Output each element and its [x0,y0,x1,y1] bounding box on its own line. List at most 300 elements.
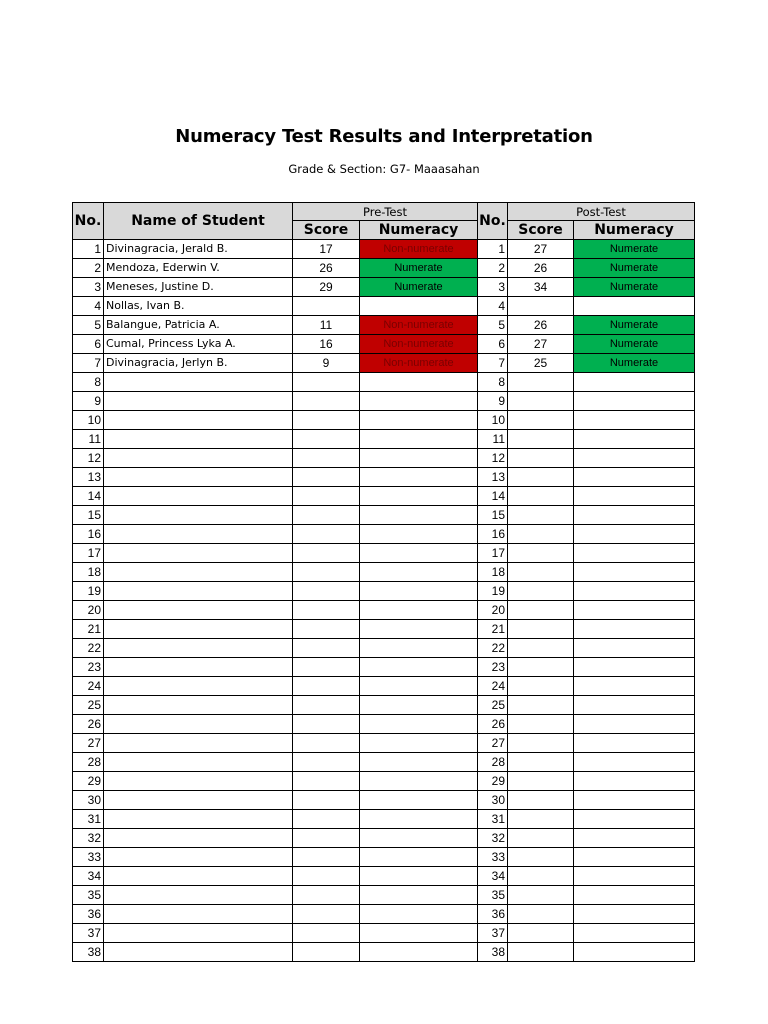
pre-score-cell[interactable] [293,753,360,772]
row-number[interactable]: 35 [73,886,104,905]
row-number[interactable]: 11 [73,430,104,449]
pre-numeracy-cell[interactable] [360,677,478,696]
post-score-cell[interactable] [508,392,574,411]
pre-numeracy-cell[interactable] [360,810,478,829]
row-number[interactable]: 13 [73,468,104,487]
pre-score-cell[interactable] [293,297,360,316]
student-name-cell[interactable] [104,582,293,601]
post-score-cell[interactable] [508,772,574,791]
pre-numeracy-cell[interactable] [360,297,478,316]
post-numeracy-cell[interactable] [574,373,695,392]
student-name-cell[interactable] [104,886,293,905]
post-score-cell[interactable] [508,696,574,715]
pre-numeracy-cell[interactable] [360,620,478,639]
row-number[interactable]: 26 [73,715,104,734]
pre-score-cell[interactable] [293,639,360,658]
post-row-number[interactable]: 37 [478,924,508,943]
row-number[interactable]: 29 [73,772,104,791]
student-name-cell[interactable] [104,373,293,392]
post-numeracy-cell[interactable] [574,696,695,715]
post-score-cell[interactable] [508,810,574,829]
pre-score-cell[interactable] [293,487,360,506]
post-row-number[interactable]: 38 [478,943,508,962]
pre-numeracy-cell[interactable] [360,449,478,468]
row-number[interactable]: 15 [73,506,104,525]
post-score-cell[interactable] [508,886,574,905]
post-numeracy-cell[interactable] [574,658,695,677]
post-row-number[interactable]: 30 [478,791,508,810]
student-name-cell[interactable] [104,658,293,677]
pre-score-cell[interactable] [293,373,360,392]
table-row [73,886,695,905]
row-number[interactable]: 24 [73,677,104,696]
post-row-number[interactable]: 34 [478,867,508,886]
student-name-cell[interactable] [104,430,293,449]
row-number[interactable]: 32 [73,829,104,848]
table-row [73,715,695,734]
student-name-cell[interactable]: Meneses, Justine D. [104,278,293,297]
table-row [73,373,695,392]
student-name-cell[interactable] [104,392,293,411]
table-row [73,259,695,278]
post-score-cell[interactable] [508,601,574,620]
post-numeracy-cell[interactable] [574,506,695,525]
pre-numeracy-cell[interactable] [360,905,478,924]
table-row [73,848,695,867]
post-row-number[interactable]: 29 [478,772,508,791]
pre-score-cell[interactable] [293,924,360,943]
student-name-cell[interactable] [104,677,293,696]
row-number[interactable]: 33 [73,848,104,867]
post-row-number[interactable]: 4 [478,297,508,316]
pre-score-cell[interactable] [293,867,360,886]
post-numeracy-cell[interactable] [574,620,695,639]
student-name-cell[interactable] [104,924,293,943]
col-header-post-test: Post-Test [508,203,695,221]
row-number[interactable]: 19 [73,582,104,601]
table-row [73,696,695,715]
post-score-cell[interactable] [508,677,574,696]
post-row-number[interactable]: 12 [478,449,508,468]
pre-score-cell[interactable] [293,734,360,753]
pre-score-cell[interactable]: 29 [293,278,360,297]
post-score-cell[interactable] [508,468,574,487]
post-numeracy-cell[interactable] [574,943,695,962]
student-name-cell[interactable] [104,487,293,506]
post-row-number[interactable]: 35 [478,886,508,905]
table-row [73,867,695,886]
post-row-number[interactable]: 9 [478,392,508,411]
post-numeracy-cell[interactable] [574,677,695,696]
post-score-cell[interactable] [508,791,574,810]
post-numeracy-cell[interactable] [574,411,695,430]
post-score-cell[interactable] [508,639,574,658]
row-number[interactable]: 23 [73,658,104,677]
pre-numeracy-cell[interactable] [360,506,478,525]
pre-score-cell[interactable] [293,392,360,411]
pre-numeracy-cell[interactable]: Non-numerate [360,354,478,373]
table-row [73,582,695,601]
post-numeracy-cell[interactable] [574,392,695,411]
post-numeracy-cell[interactable] [574,791,695,810]
pre-score-cell[interactable]: 9 [293,354,360,373]
table-row [73,468,695,487]
pre-score-cell[interactable] [293,525,360,544]
col-header-pre-numeracy: Numeracy [360,221,478,240]
row-number[interactable]: 2 [73,259,104,278]
post-numeracy-cell[interactable]: Numerate [574,278,695,297]
post-row-number[interactable]: 28 [478,753,508,772]
post-score-cell[interactable] [508,734,574,753]
post-row-number[interactable]: 2 [478,259,508,278]
pre-numeracy-cell[interactable] [360,544,478,563]
student-name-cell[interactable] [104,525,293,544]
student-name-cell[interactable]: Cumal, Princess Lyka A. [104,335,293,354]
post-numeracy-cell[interactable]: Numerate [574,354,695,373]
student-name-cell[interactable]: Balangue, Patricia A. [104,316,293,335]
pre-score-cell[interactable] [293,563,360,582]
post-row-number[interactable]: 32 [478,829,508,848]
table-row [73,487,695,506]
post-row-number[interactable]: 22 [478,639,508,658]
pre-numeracy-cell[interactable] [360,848,478,867]
post-numeracy-cell[interactable] [574,487,695,506]
row-number[interactable]: 28 [73,753,104,772]
student-name-cell[interactable] [104,506,293,525]
student-name-cell[interactable] [104,905,293,924]
pre-score-cell[interactable] [293,411,360,430]
pre-numeracy-cell[interactable] [360,392,478,411]
pre-score-cell[interactable] [293,582,360,601]
table-row [73,601,695,620]
post-score-cell[interactable] [508,544,574,563]
post-row-number[interactable]: 26 [478,715,508,734]
table-row [73,354,695,373]
post-score-cell[interactable] [508,411,574,430]
post-row-number[interactable]: 13 [478,468,508,487]
pre-numeracy-cell[interactable]: Non-numerate [360,335,478,354]
row-number[interactable]: 4 [73,297,104,316]
post-numeracy-cell[interactable] [574,563,695,582]
post-score-cell[interactable]: 26 [508,259,574,278]
pre-numeracy-cell[interactable] [360,468,478,487]
pre-score-cell[interactable] [293,449,360,468]
row-number[interactable]: 31 [73,810,104,829]
post-numeracy-cell[interactable] [574,297,695,316]
post-row-number[interactable]: 5 [478,316,508,335]
post-score-cell[interactable] [508,848,574,867]
pre-score-cell[interactable] [293,943,360,962]
student-name-cell[interactable] [104,449,293,468]
pre-numeracy-cell[interactable] [360,772,478,791]
pre-score-cell[interactable] [293,791,360,810]
table-row [73,240,695,259]
post-numeracy-cell[interactable] [574,924,695,943]
post-numeracy-cell[interactable]: Numerate [574,240,695,259]
row-number[interactable]: 27 [73,734,104,753]
post-row-number[interactable]: 15 [478,506,508,525]
post-row-number[interactable]: 7 [478,354,508,373]
post-score-cell[interactable] [508,829,574,848]
row-number[interactable]: 5 [73,316,104,335]
post-score-cell[interactable] [508,658,574,677]
student-name-cell[interactable] [104,810,293,829]
student-name-cell[interactable] [104,601,293,620]
student-name-cell[interactable] [104,696,293,715]
pre-score-cell[interactable] [293,772,360,791]
student-name-cell[interactable] [104,753,293,772]
row-number[interactable]: 12 [73,449,104,468]
pre-score-cell[interactable] [293,601,360,620]
post-row-number[interactable]: 3 [478,278,508,297]
post-row-number[interactable]: 25 [478,696,508,715]
row-number[interactable]: 14 [73,487,104,506]
page-title: Numeracy Test Results and Interpretation [175,126,593,147]
post-row-number[interactable]: 16 [478,525,508,544]
table-row [73,297,695,316]
post-numeracy-cell[interactable] [574,715,695,734]
row-number[interactable]: 6 [73,335,104,354]
post-row-number[interactable]: 33 [478,848,508,867]
post-numeracy-cell[interactable] [574,525,695,544]
post-score-cell[interactable] [508,525,574,544]
post-score-cell[interactable]: 25 [508,354,574,373]
post-score-cell[interactable] [508,924,574,943]
student-name-cell[interactable] [104,848,293,867]
pre-score-cell[interactable] [293,677,360,696]
post-numeracy-cell[interactable] [574,848,695,867]
row-number[interactable]: 1 [73,240,104,259]
table-row [73,639,695,658]
student-name-cell[interactable] [104,943,293,962]
pre-score-cell[interactable] [293,715,360,734]
pre-numeracy-cell[interactable]: Numerate [360,259,478,278]
pre-numeracy-cell[interactable]: Numerate [360,278,478,297]
post-score-cell[interactable]: 27 [508,335,574,354]
row-number[interactable]: 20 [73,601,104,620]
col-header-no-post: No. [478,203,508,240]
post-row-number[interactable]: 18 [478,563,508,582]
post-numeracy-cell[interactable] [574,449,695,468]
post-numeracy-cell[interactable] [574,582,695,601]
post-score-cell[interactable]: 34 [508,278,574,297]
post-row-number[interactable]: 21 [478,620,508,639]
student-name-cell[interactable]: Divinagracia, Jerald B. [104,240,293,259]
col-header-name: Name of Student [104,203,293,240]
table-row [73,392,695,411]
pre-numeracy-cell[interactable] [360,791,478,810]
pre-numeracy-cell[interactable] [360,696,478,715]
table-row [73,905,695,924]
table-row [73,658,695,677]
table-row [73,335,695,354]
pre-numeracy-cell[interactable] [360,563,478,582]
pre-score-cell[interactable] [293,905,360,924]
pre-numeracy-cell[interactable] [360,487,478,506]
post-row-number[interactable]: 20 [478,601,508,620]
pre-score-cell[interactable]: 11 [293,316,360,335]
pre-score-cell[interactable] [293,544,360,563]
student-name-cell[interactable] [104,829,293,848]
table-row [73,449,695,468]
pre-numeracy-cell[interactable] [360,658,478,677]
post-numeracy-cell[interactable] [574,886,695,905]
pre-numeracy-cell[interactable] [360,525,478,544]
row-number[interactable]: 16 [73,525,104,544]
pre-score-cell[interactable]: 16 [293,335,360,354]
student-name-cell[interactable] [104,715,293,734]
student-name-cell[interactable] [104,734,293,753]
student-name-cell[interactable] [104,544,293,563]
table-row [73,411,695,430]
pre-numeracy-cell[interactable] [360,867,478,886]
row-number[interactable]: 30 [73,791,104,810]
post-row-number[interactable]: 14 [478,487,508,506]
post-numeracy-cell[interactable] [574,468,695,487]
post-numeracy-cell[interactable]: Numerate [574,335,695,354]
results-table [72,202,695,962]
student-name-cell[interactable]: Divinagracia, Jerlyn B. [104,354,293,373]
post-score-cell[interactable] [508,620,574,639]
post-numeracy-cell[interactable] [574,810,695,829]
post-numeracy-cell[interactable] [574,639,695,658]
post-numeracy-cell[interactable] [574,601,695,620]
post-row-number[interactable]: 1 [478,240,508,259]
student-name-cell[interactable] [104,563,293,582]
student-name-cell[interactable]: Mendoza, Ederwin V. [104,259,293,278]
post-row-number[interactable]: 31 [478,810,508,829]
pre-numeracy-cell[interactable] [360,715,478,734]
pre-score-cell[interactable]: 17 [293,240,360,259]
student-name-cell[interactable] [104,411,293,430]
post-numeracy-cell[interactable]: Numerate [574,316,695,335]
row-number[interactable]: 17 [73,544,104,563]
pre-numeracy-cell[interactable] [360,924,478,943]
post-score-cell[interactable] [508,449,574,468]
post-numeracy-cell[interactable] [574,753,695,772]
pre-numeracy-cell[interactable] [360,601,478,620]
row-number[interactable]: 25 [73,696,104,715]
pre-numeracy-cell[interactable] [360,734,478,753]
post-row-number[interactable]: 8 [478,373,508,392]
row-number[interactable]: 10 [73,411,104,430]
post-row-number[interactable]: 27 [478,734,508,753]
student-name-cell[interactable] [104,772,293,791]
pre-score-cell[interactable] [293,810,360,829]
table-row [73,734,695,753]
pre-numeracy-cell[interactable] [360,373,478,392]
pre-score-cell[interactable] [293,620,360,639]
student-name-cell[interactable] [104,867,293,886]
row-number[interactable]: 3 [73,278,104,297]
pre-score-cell[interactable] [293,468,360,487]
pre-numeracy-cell[interactable] [360,639,478,658]
post-row-number[interactable]: 36 [478,905,508,924]
pre-numeracy-cell[interactable] [360,582,478,601]
pre-score-cell[interactable] [293,848,360,867]
table-row [73,620,695,639]
table-body [73,240,695,962]
row-number[interactable]: 7 [73,354,104,373]
post-row-number[interactable]: 24 [478,677,508,696]
pre-score-cell[interactable] [293,658,360,677]
student-name-cell[interactable] [104,639,293,658]
post-numeracy-cell[interactable] [574,430,695,449]
post-row-number[interactable]: 19 [478,582,508,601]
pre-numeracy-cell[interactable] [360,886,478,905]
post-score-cell[interactable] [508,582,574,601]
post-score-cell[interactable] [508,753,574,772]
post-score-cell[interactable]: 27 [508,240,574,259]
post-score-cell[interactable] [508,506,574,525]
pre-score-cell[interactable] [293,829,360,848]
post-score-cell[interactable] [508,373,574,392]
pre-score-cell[interactable] [293,430,360,449]
row-number[interactable]: 36 [73,905,104,924]
post-numeracy-cell[interactable] [574,829,695,848]
student-name-cell[interactable]: Nollas, Ivan B. [104,297,293,316]
post-numeracy-cell[interactable]: Numerate [574,259,695,278]
table-row [73,791,695,810]
pre-score-cell[interactable] [293,506,360,525]
pre-numeracy-cell[interactable]: Non-numerate [360,240,478,259]
pre-score-cell[interactable] [293,886,360,905]
post-score-cell[interactable] [508,487,574,506]
student-name-cell[interactable] [104,468,293,487]
post-score-cell[interactable] [508,715,574,734]
pre-score-cell[interactable]: 26 [293,259,360,278]
student-name-cell[interactable] [104,620,293,639]
post-score-cell[interactable] [508,943,574,962]
col-header-pre-score: Score [293,221,360,240]
post-score-cell[interactable] [508,563,574,582]
post-row-number[interactable]: 23 [478,658,508,677]
pre-numeracy-cell[interactable]: Non-numerate [360,316,478,335]
table-row [73,316,695,335]
col-header-pre-test: Pre-Test [293,203,478,221]
post-row-number[interactable]: 10 [478,411,508,430]
post-numeracy-cell[interactable] [574,734,695,753]
pre-numeracy-cell[interactable] [360,430,478,449]
row-number[interactable]: 34 [73,867,104,886]
post-score-cell[interactable] [508,867,574,886]
post-numeracy-cell[interactable] [574,772,695,791]
post-score-cell[interactable] [508,905,574,924]
pre-numeracy-cell[interactable] [360,943,478,962]
pre-numeracy-cell[interactable] [360,829,478,848]
student-name-cell[interactable] [104,791,293,810]
row-number[interactable]: 38 [73,943,104,962]
pre-numeracy-cell[interactable] [360,753,478,772]
row-number[interactable]: 21 [73,620,104,639]
row-number[interactable]: 22 [73,639,104,658]
pre-numeracy-cell[interactable] [360,411,478,430]
pre-score-cell[interactable] [293,696,360,715]
post-score-cell[interactable]: 26 [508,316,574,335]
row-number[interactable]: 9 [73,392,104,411]
post-numeracy-cell[interactable] [574,905,695,924]
post-row-number[interactable]: 6 [478,335,508,354]
post-row-number[interactable]: 17 [478,544,508,563]
row-number[interactable]: 37 [73,924,104,943]
post-numeracy-cell[interactable] [574,544,695,563]
post-score-cell[interactable] [508,430,574,449]
post-row-number[interactable]: 11 [478,430,508,449]
row-number[interactable]: 8 [73,373,104,392]
post-score-cell[interactable] [508,297,574,316]
row-number[interactable]: 18 [73,563,104,582]
post-numeracy-cell[interactable] [574,867,695,886]
